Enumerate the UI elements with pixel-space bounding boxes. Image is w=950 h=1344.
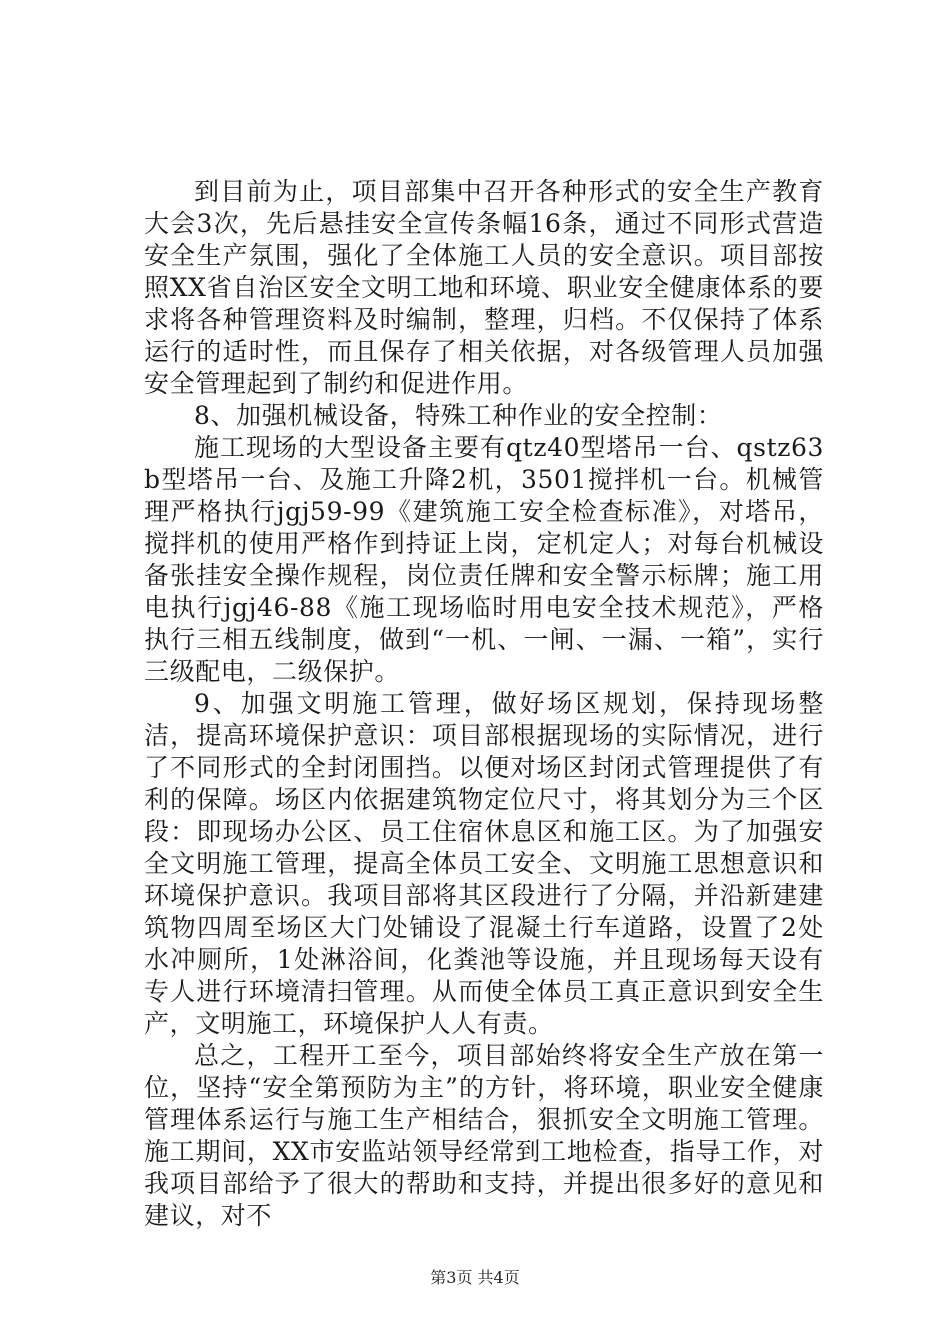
paragraph-safety-education: 到目前为止，项目部集中召开各种形式的安全生产教育大会3次，先后悬挂安全宣传条幅16条，通过不同形式营造安全生产氛围，强化了全体施工人员的安全意识。项目部按照XX省自治区安全文明工地和环境、职业安全健康体系的要求将各种管理资料及时编制，整理，归档。不仅保持了体系运行的适时性，而且保存了相关依据，对各级管理人员加强安全管理起到了制约和促进作用。 [144,177,824,398]
paragraph-civilized-construction: 9、加强文明施工管理，做好场区规划，保持现场整洁，提高环境保护意识：项目部根据现场的实际情况，进行了不同形式的全封闭围挡。以便对场区封闭式管理提供了有利的保障。场区内依据建筑物定位尺寸，将其划分为三个区段：即现场办公区、员工住宿休息区和施工区。为了加强安全文明施工管理，提高全体员工安全、文明施工思想意识和环境保护意识。我项目部将其区段进行了分隔，并沿新建建筑物四周至场区大门处铺设了混凝土行车道路，设置了2处水冲厕所，1处淋浴间，化粪池等设施，并且现场每天设有专人进行环境清扫管理。从而使全体员工真正意识到安全生产，文明施工，环境保护人人有责。 [144,689,824,1038]
paragraph-summary: 总之，工程开工至今，项目部始终将安全生产放在第一位，坚持“安全第预防为主”的方针，将环境，职业安全健康管理体系运行与施工生产相结合，狠抓安全文明施工管理。施工期间，XX市安监站领导经常到工地检查，指导工作，对我项目部给予了很大的帮助和支持，并提出很多好的意见和建议，对不 [144,1041,824,1230]
paragraph-heading-machinery: 8、加强机械设备，特殊工种作业的安全控制： [194,401,723,430]
page-number-footer: 第3页 共4页 [430,1268,520,1287]
paragraph-machinery-control: 施工现场的大型设备主要有qtz40型塔吊一台、qstz63b型塔吊一台、及施工升降2机，3501搅拌机一台。机械管理严格执行jgj59-99《建筑施工安全检查标准》，对塔吊，搅拌机的使用严格作到持证上岗，定机定人；对每台机械设备张挂安全操作规程，岗位责任牌和安全警示标牌；施工用电执行jgj46-88《施工现场临时用电安全技术规范》，严格执行三相五线制度，做到“一机、一闸、一漏、一箱”，实行三级配电，二级保护。 [144,433,824,686]
document-body [144,176,824,1232]
